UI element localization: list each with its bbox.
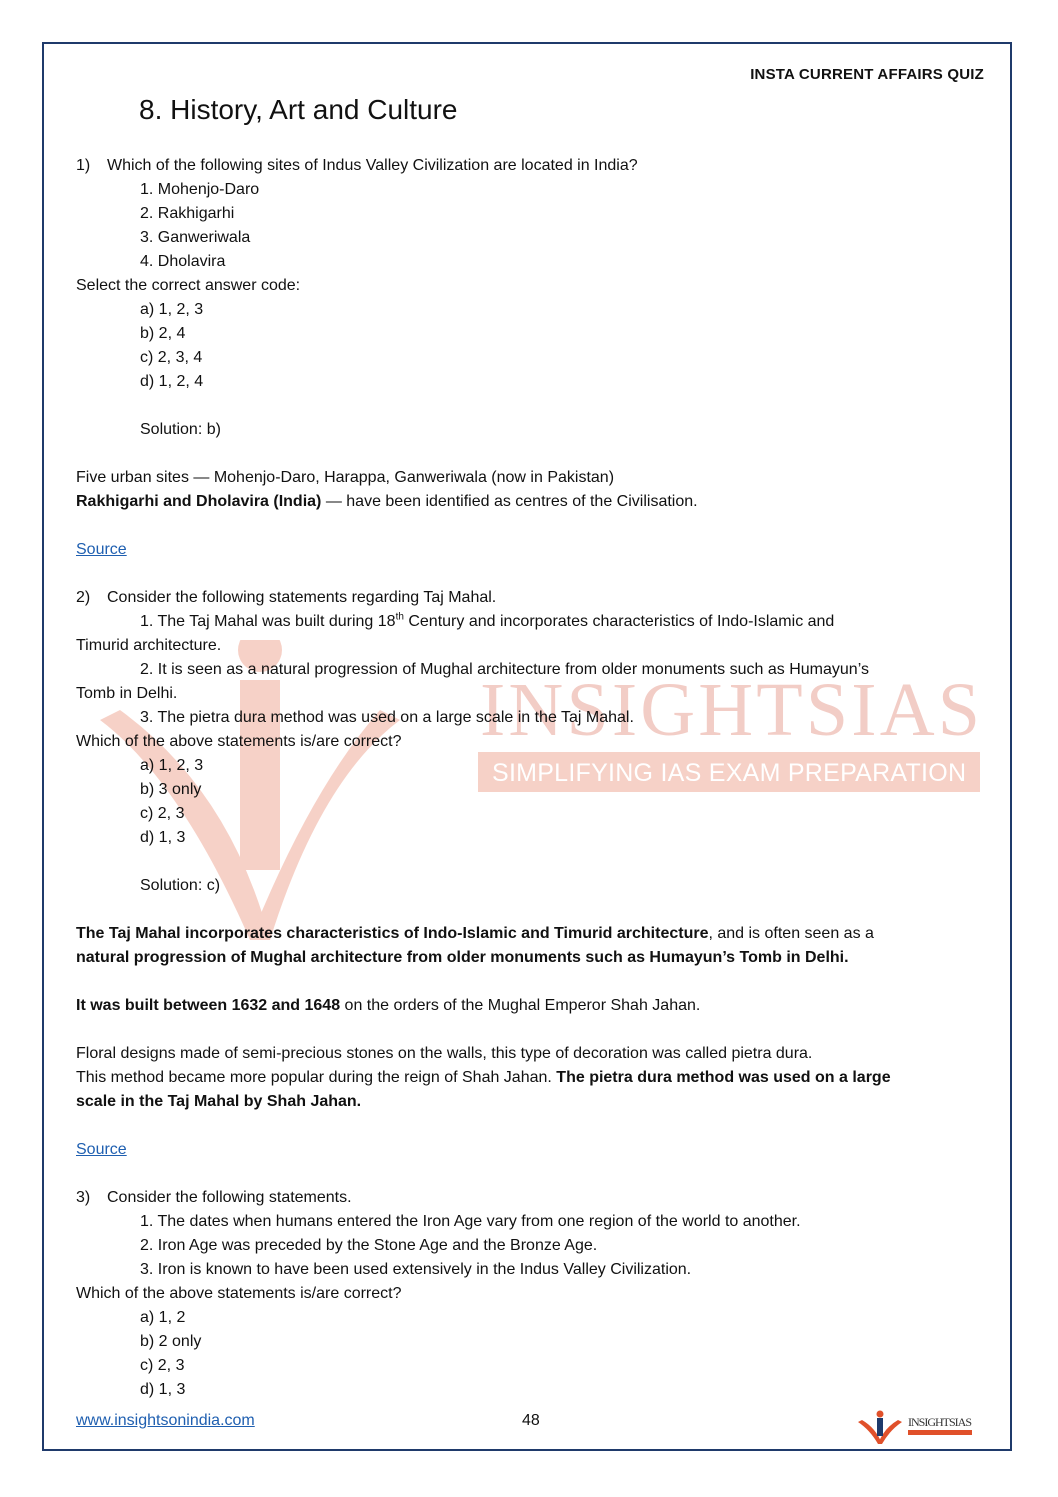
answer-option: b) 3 only: [140, 781, 202, 798]
section-title: 8. History, Art and Culture: [139, 94, 458, 125]
footer-logo-text: INSIGHTSIAS: [908, 1415, 972, 1429]
answer-option: a) 1, 2, 3: [140, 757, 204, 774]
statement-continued: Tomb in Delhi.: [76, 685, 178, 702]
explanation: Five urban sites — Mohenjo-Daro, Harappa, Ganweriwala (now in Pakistan): [76, 469, 615, 486]
quiz-content: [76, 154, 976, 1402]
explanation: Rakhigarhi and Dholavira (India) — have been identified as centres of the Civilisation.: [76, 493, 698, 510]
source-link[interactable]: Source: [76, 1141, 127, 1158]
solution: Solution: c): [140, 877, 221, 894]
answer-prompt: Select the correct answer code:: [76, 277, 301, 294]
answer-option: c) 2, 3: [140, 805, 185, 822]
statement: 3. The pietra dura method was used on a large scale in the Taj Mahal.: [140, 709, 634, 726]
watermark-brand: INSIGHTSIAS: [480, 668, 980, 752]
list-item: 2. Rakhigarhi: [140, 205, 235, 222]
question-3: 3) Consider the following statements.: [76, 1189, 352, 1206]
answer-option: d) 1, 3: [140, 1381, 186, 1398]
statement: 2. It is seen as a natural progression of Mughal architecture from older monuments such as Humayun’s: [140, 661, 869, 678]
answer-option: a) 1, 2, 3: [140, 301, 204, 318]
footer-logo-emblem: [858, 1411, 902, 1445]
statement: 3. Iron is known to have been used extensively in the Indus Valley Civilization.: [140, 1261, 692, 1278]
explanation: It was built between 1632 and 1648 on the orders of the Mughal Emperor Shah Jahan.: [76, 997, 701, 1014]
statement: 1. The dates when humans entered the Iron Age vary from one region of the world to another.: [140, 1213, 801, 1230]
explanation: This method became more popular during the reign of Shah Jahan. The pietra dura method was used on a large: [76, 1069, 891, 1086]
solution: Solution: b): [140, 421, 221, 438]
source-link[interactable]: Source: [76, 541, 127, 558]
answer-option: b) 2 only: [140, 1333, 202, 1350]
answer-prompt: Which of the above statements is/are correct?: [76, 733, 402, 750]
question-2: 2) Consider the following statements regarding Taj Mahal.: [76, 589, 497, 606]
answer-option: a) 1, 2: [140, 1309, 186, 1326]
question-1: 1) Which of the following sites of Indus Valley Civilization are located in India?: [76, 157, 638, 174]
answer-prompt: Which of the above statements is/are correct?: [76, 1285, 402, 1302]
footer-website-link[interactable]: www.insightsonindia.com: [76, 1412, 255, 1429]
explanation: Floral designs made of semi-precious stones on the walls, this type of decoration was called pietra dura.: [76, 1045, 813, 1062]
explanation: scale in the Taj Mahal by Shah Jahan.: [76, 1093, 362, 1110]
statement-continued: Timurid architecture.: [76, 637, 222, 654]
answer-option: c) 2, 3: [140, 1357, 185, 1374]
list-item: 4. Dholavira: [140, 253, 226, 270]
watermark-tagline: SIMPLIFYING IAS EXAM PREPARATION: [492, 759, 966, 787]
answer-option: d) 1, 3: [140, 829, 186, 846]
explanation: natural progression of Mughal architecture from older monuments such as Humayun’s Tomb in Delhi.: [76, 949, 849, 966]
footer-logo: [856, 1410, 976, 1446]
answer-option: d) 1, 2, 4: [140, 373, 204, 390]
list-item: 1. Mohenjo-Daro: [140, 181, 260, 198]
answer-option: c) 2, 3, 4: [140, 349, 203, 366]
answer-option: b) 2, 4: [140, 325, 186, 342]
explanation: The Taj Mahal incorporates characteristics of Indo-Islamic and Timurid architecture, and is often seen as a: [76, 925, 874, 942]
list-item: 3. Ganweriwala: [140, 229, 251, 246]
statement: 2. Iron Age was preceded by the Stone Age and the Bronze Age.: [140, 1237, 598, 1254]
page-number: 48: [522, 1412, 540, 1429]
quiz-header: INSTA CURRENT AFFAIRS QUIZ: [750, 66, 984, 83]
statement: 1. The Taj Mahal was built during 18th Century and incorporates characteristics of Indo-Islamic and: [140, 611, 835, 630]
